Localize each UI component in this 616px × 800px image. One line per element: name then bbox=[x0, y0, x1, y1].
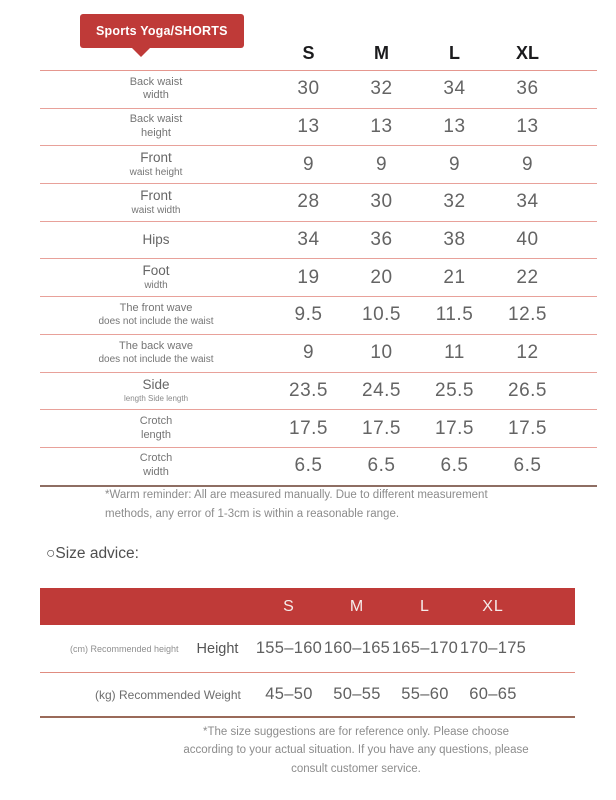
size-value: 17.5 bbox=[435, 417, 474, 439]
size-value: 12 bbox=[516, 342, 539, 364]
height-value: 170–175 bbox=[459, 639, 527, 657]
column-header-m: M bbox=[374, 43, 389, 63]
size-value: 30 bbox=[370, 191, 393, 213]
size-value: 20 bbox=[370, 266, 393, 288]
size-value: 9 bbox=[302, 153, 315, 175]
column-header-xl: XL bbox=[515, 43, 539, 63]
size-value: 13 bbox=[370, 116, 393, 138]
size-value: 34 bbox=[443, 78, 466, 100]
advice-column-header-l: L bbox=[420, 597, 430, 615]
size-value: 6.5 bbox=[513, 455, 542, 477]
size-value: 32 bbox=[370, 78, 393, 100]
advice-column-header-s: S bbox=[283, 597, 295, 615]
height-value: 160–165 bbox=[323, 639, 391, 657]
size-value: 17.5 bbox=[362, 417, 401, 439]
size-value: 21 bbox=[443, 266, 466, 288]
weight-value: 45–50 bbox=[265, 685, 313, 703]
table-row bbox=[40, 109, 597, 147]
size-value: 12.5 bbox=[508, 304, 547, 326]
size-value: 22 bbox=[516, 266, 539, 288]
row-label: Crotch length bbox=[139, 414, 173, 441]
size-value: 9.5 bbox=[294, 304, 323, 326]
height-row-label bbox=[40, 641, 255, 657]
table-row bbox=[40, 410, 597, 448]
size-value: 13 bbox=[297, 116, 320, 138]
row-label: The front wave does not include the waist bbox=[98, 302, 214, 328]
size-value: 9 bbox=[375, 153, 388, 175]
row-label: The back wave does not include the waist bbox=[98, 340, 214, 365]
size-value: 30 bbox=[297, 78, 320, 100]
size-value: 32 bbox=[443, 191, 466, 213]
measurement-table-header bbox=[40, 30, 597, 71]
height-value: 155–160 bbox=[255, 639, 323, 657]
warm-reminder-note: *Warm reminder: All are measured manually. Due to different measurement methods, any error of 1-3cm is within a reasonable range. bbox=[105, 489, 488, 520]
row-label: Front waist width bbox=[131, 187, 181, 216]
size-value: 25.5 bbox=[435, 379, 474, 401]
row-label: Back waist width bbox=[129, 75, 183, 102]
size-value: 38 bbox=[443, 229, 466, 251]
table-row bbox=[40, 146, 597, 184]
advice-column-header-xl: XL bbox=[482, 597, 504, 615]
size-value: 26.5 bbox=[508, 379, 547, 401]
size-value: 6.5 bbox=[440, 455, 469, 477]
table-row bbox=[40, 222, 597, 260]
size-advice-header-bar bbox=[40, 588, 575, 625]
row-label: Hips bbox=[142, 231, 170, 247]
row-label: Foot width bbox=[142, 263, 170, 291]
size-value: 11.5 bbox=[435, 304, 474, 326]
weight-unit-label: (kg) Recommended Weight bbox=[95, 687, 241, 702]
size-value: 19 bbox=[297, 266, 320, 288]
size-value: 17.5 bbox=[289, 417, 328, 439]
table-row bbox=[40, 259, 597, 297]
row-label: Back waist height bbox=[129, 113, 183, 140]
row-label: Crotch width bbox=[139, 452, 173, 479]
size-value: 10 bbox=[370, 342, 393, 364]
column-header-s: S bbox=[302, 43, 315, 63]
height-row bbox=[40, 625, 575, 673]
advice-column-header-m: M bbox=[349, 597, 365, 615]
size-value: 11 bbox=[444, 342, 465, 364]
size-advice-footnote: *The size suggestions are for reference only. Please choose according to your actual situation. If you have any questions, please consult customer service. bbox=[183, 726, 529, 775]
size-value: 9 bbox=[448, 153, 461, 175]
size-value: 9 bbox=[302, 342, 315, 364]
table-row bbox=[40, 184, 597, 222]
size-value: 34 bbox=[297, 229, 320, 251]
column-header-l: L bbox=[449, 43, 460, 63]
size-value: 13 bbox=[443, 116, 466, 138]
size-advice-table bbox=[40, 625, 575, 718]
weight-value: 55–60 bbox=[401, 685, 449, 703]
measurement-table bbox=[40, 30, 597, 487]
table-row bbox=[40, 71, 597, 109]
size-value: 13 bbox=[516, 116, 539, 138]
size-value: 28 bbox=[297, 191, 320, 213]
height-unit-label: (cm) Recommended height bbox=[70, 643, 179, 654]
size-value: 6.5 bbox=[367, 455, 396, 477]
table-row bbox=[40, 373, 597, 411]
size-value: 24.5 bbox=[362, 379, 401, 401]
weight-value: 50–55 bbox=[333, 685, 381, 703]
row-label: Front waist height bbox=[129, 150, 183, 178]
height-label: Height bbox=[196, 640, 239, 657]
height-value: 165–170 bbox=[391, 639, 459, 657]
row-label: Side length Side length bbox=[123, 377, 189, 404]
table-row bbox=[40, 297, 597, 335]
size-value: 10.5 bbox=[362, 304, 401, 326]
size-value: 36 bbox=[370, 229, 393, 251]
table-row bbox=[40, 335, 597, 373]
size-value: 6.5 bbox=[294, 455, 323, 477]
table-row bbox=[40, 448, 597, 487]
size-value: 34 bbox=[516, 191, 539, 213]
size-advice-heading: ○Size advice: bbox=[46, 545, 139, 562]
size-value: 9 bbox=[521, 153, 534, 175]
size-value: 23.5 bbox=[289, 379, 328, 401]
size-value: 17.5 bbox=[508, 417, 547, 439]
weight-row bbox=[40, 673, 575, 718]
size-value: 40 bbox=[516, 229, 539, 251]
category-badge: Sports Yoga/SHORTS bbox=[80, 14, 244, 48]
size-value: 36 bbox=[516, 78, 539, 100]
weight-row-label bbox=[40, 688, 255, 702]
weight-value: 60–65 bbox=[469, 685, 517, 703]
